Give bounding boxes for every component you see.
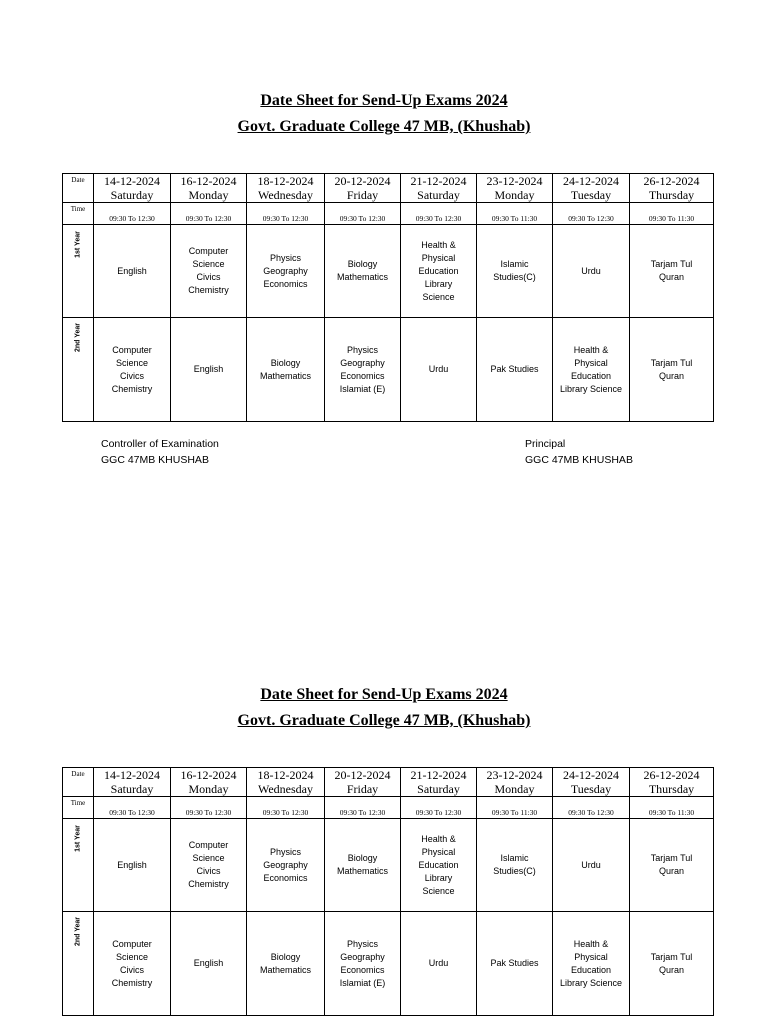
date-header-cell: [630, 768, 714, 797]
second-year-row: [63, 912, 714, 1016]
exam-time: 09:30 To 12:30: [247, 203, 325, 225]
exam-date: 26-12-2024: [643, 174, 700, 188]
subject-line: Health &: [421, 239, 456, 250]
subject-line: Economics: [263, 278, 308, 289]
subject-line: Computer: [112, 344, 152, 355]
subject-line: Chemistry: [111, 977, 153, 988]
subject-line: Health &: [573, 938, 609, 949]
subject-line: Library: [424, 872, 453, 883]
subject-cell: [94, 225, 171, 318]
subject-cell: [630, 912, 714, 1016]
subject-line: Tarjam Tul: [650, 357, 693, 368]
year-label: 2nd Year: [74, 916, 82, 947]
subject-line: Geography: [340, 357, 385, 368]
principal-title: Principal: [525, 438, 566, 450]
subject-line: Physics: [346, 344, 378, 355]
subject-cell: [553, 819, 630, 912]
subject-line: Physics: [269, 846, 301, 857]
subject-line: Studies(C): [493, 272, 536, 282]
exam-weekday: Thursday: [648, 782, 695, 796]
subject-line: Science: [422, 885, 455, 896]
exam-date: 14-12-2024: [104, 174, 160, 188]
subject-cell: [477, 225, 553, 318]
subject-cell: [171, 912, 247, 1016]
date-row: [63, 768, 714, 797]
subject-cell: [401, 318, 477, 422]
exam-weekday: Saturday: [110, 782, 154, 796]
controller-org: GGC 47MB KHUSHAB: [101, 454, 209, 466]
first-year-row: [63, 819, 714, 912]
subject-line: Library Science: [559, 383, 623, 394]
date-header-cell: [171, 768, 247, 797]
date-header-cell: [247, 768, 325, 797]
subject-line: Geography: [263, 265, 308, 276]
exam-time: 09:30 To 12:30: [247, 797, 325, 819]
subject-cell: [401, 225, 477, 318]
subject-line: Science: [192, 853, 225, 863]
exam-time: 09:30 To 11:30: [630, 203, 714, 225]
subject-line: Chemistry: [188, 879, 229, 889]
subject-line: Biology: [270, 357, 301, 368]
exam-time: 09:30 To 12:30: [171, 797, 247, 819]
exam-date: 21-12-2024: [410, 768, 467, 782]
college-name: Govt. Graduate College 47 MB, (Khushab): [237, 712, 531, 729]
subject-cell: [477, 819, 553, 912]
subject-line: Islamiat (E): [339, 383, 386, 394]
sheet-title: Date Sheet for Send-Up Exams 2024: [260, 686, 508, 703]
subject-line: English: [117, 859, 147, 870]
subject-cell: [94, 912, 171, 1016]
date-header-cell: [325, 174, 401, 203]
exam-date: 24-12-2024: [563, 768, 619, 782]
subject-line: Civics: [196, 866, 221, 876]
subject-line: Physical: [574, 951, 608, 962]
subject-line: Geography: [263, 859, 308, 870]
college-name: Govt. Graduate College 47 MB, (Khushab): [237, 118, 531, 135]
exam-date: 20-12-2024: [334, 174, 391, 188]
subject-line: Civics: [196, 272, 221, 282]
exam-date: 14-12-2024: [104, 768, 160, 782]
year-label-cell: [63, 225, 94, 318]
exam-weekday: Monday: [494, 782, 535, 796]
date-header-cell: [325, 768, 401, 797]
date-header-cell: [477, 174, 553, 203]
subject-line: Tarjam Tul: [650, 951, 693, 962]
subject-line: Tarjam Tul: [650, 853, 693, 863]
subject-cell: [247, 912, 325, 1016]
subject-line: Urdu: [581, 265, 601, 276]
subject-line: Science: [422, 291, 455, 302]
subject-line: Quran: [658, 272, 684, 282]
year-label: 1st Year: [74, 825, 82, 852]
exam-date: 16-12-2024: [180, 768, 237, 782]
time-label: Time: [63, 203, 94, 225]
subject-line: Economics: [340, 370, 385, 381]
subject-line: Library Science: [559, 977, 623, 988]
exam-weekday: Monday: [188, 188, 229, 202]
exam-weekday: Monday: [494, 188, 535, 202]
subject-line: Computer: [112, 938, 152, 949]
subject-line: Geography: [340, 951, 385, 962]
subject-line: Education: [570, 964, 612, 975]
subject-line: Islamic: [500, 853, 529, 863]
subject-line: Pak Studies: [490, 364, 539, 374]
year-label-cell: [63, 318, 94, 422]
subject-line: Biology: [347, 259, 378, 269]
exam-date: 23-12-2024: [486, 768, 543, 782]
year-label-cell: [63, 912, 94, 1016]
date-sheet-2: [0, 682, 768, 988]
subject-line: Physics: [269, 252, 301, 263]
subject-line: Education: [418, 859, 459, 870]
subject-line: Tarjam Tul: [650, 259, 693, 269]
subject-cell: [247, 318, 325, 422]
exam-date: 20-12-2024: [334, 768, 391, 782]
exam-time: 09:30 To 12:30: [325, 203, 401, 225]
exam-date: 18-12-2024: [257, 768, 314, 782]
subject-line: Education: [570, 370, 612, 381]
date-row: [63, 174, 714, 203]
exam-weekday: Tuesday: [570, 188, 612, 202]
subject-line: Biology: [270, 951, 301, 962]
subject-line: Urdu: [428, 958, 449, 968]
date-header-cell: [171, 174, 247, 203]
subject-line: Physical: [421, 846, 456, 857]
exam-weekday: Thursday: [648, 188, 695, 202]
year-label: 1st Year: [74, 231, 82, 258]
subject-cell: [553, 225, 630, 318]
subject-cell: [171, 225, 247, 318]
subject-line: Civics: [120, 964, 144, 975]
subject-line: Biology: [347, 853, 378, 863]
subject-line: Studies(C): [493, 866, 536, 876]
date-sheet-1: [0, 88, 768, 466]
subject-cell: [94, 318, 171, 422]
date-header-cell: [247, 174, 325, 203]
date-header-cell: [401, 768, 477, 797]
date-header-cell: [401, 174, 477, 203]
subject-line: English: [193, 364, 224, 374]
principal-org: GGC 47MB KHUSHAB: [525, 454, 633, 466]
subject-line: Health &: [573, 344, 609, 355]
exam-weekday: Wednesday: [257, 188, 313, 202]
exam-weekday: Tuesday: [570, 782, 612, 796]
exam-time: 09:30 To 12:30: [553, 797, 630, 819]
subject-line: Islamiat (E): [339, 977, 386, 988]
subject-line: Economics: [263, 872, 308, 883]
subject-line: Quran: [658, 964, 684, 975]
subject-line: Computer: [188, 840, 229, 850]
subject-cell: [171, 318, 247, 422]
exam-date: 16-12-2024: [180, 174, 237, 188]
exam-time: 09:30 To 11:30: [630, 797, 714, 819]
subject-cell: [630, 225, 714, 318]
controller-title: Controller of Examination: [101, 438, 219, 450]
exam-time: 09:30 To 11:30: [477, 203, 553, 225]
subject-cell: [553, 318, 630, 422]
subject-line: Library: [424, 278, 453, 289]
date-header-cell: [553, 768, 630, 797]
exam-time: 09:30 To 12:30: [325, 797, 401, 819]
exam-time: 09:30 To 11:30: [477, 797, 553, 819]
subject-cell: [553, 912, 630, 1016]
subject-line: Physical: [574, 357, 608, 368]
subject-line: Pak Studies: [490, 958, 539, 968]
time-row: [63, 203, 714, 225]
subject-line: Chemistry: [111, 383, 153, 394]
date-header-cell: [630, 174, 714, 203]
date-header-cell: [477, 768, 553, 797]
subject-line: Computer: [188, 246, 229, 256]
year-label: 2nd Year: [74, 322, 82, 353]
exam-date: 24-12-2024: [563, 174, 619, 188]
exam-time: 09:30 To 12:30: [94, 203, 171, 225]
subject-line: Science: [115, 357, 149, 368]
time-label: Time: [63, 797, 94, 819]
date-label: Date: [63, 768, 94, 797]
subject-cell: [247, 225, 325, 318]
subject-line: Civics: [120, 370, 144, 381]
date-header-cell: [94, 768, 171, 797]
first-year-row: [63, 225, 714, 318]
subject-cell: [247, 819, 325, 912]
exam-date: 21-12-2024: [410, 174, 467, 188]
subject-line: Chemistry: [188, 285, 229, 295]
subject-cell: [325, 912, 401, 1016]
exam-time: 09:30 To 12:30: [94, 797, 171, 819]
second-year-row: [63, 318, 714, 422]
time-row: [63, 797, 714, 819]
subject-line: Science: [192, 259, 225, 269]
date-header-cell: [94, 174, 171, 203]
subject-line: English: [193, 958, 224, 968]
controller-signature: [101, 436, 219, 468]
principal-signature: [525, 436, 633, 468]
date-header-cell: [553, 174, 630, 203]
subject-cell: [477, 912, 553, 1016]
subject-line: Physics: [346, 938, 378, 949]
subject-line: Mathematics: [259, 964, 312, 975]
subject-line: Health &: [421, 833, 456, 844]
subject-line: English: [117, 265, 147, 276]
exam-weekday: Saturday: [110, 188, 154, 202]
subject-cell: [325, 318, 401, 422]
subject-line: Education: [418, 265, 459, 276]
exam-schedule-table: [62, 173, 714, 422]
exam-weekday: Friday: [346, 782, 379, 796]
subject-line: Science: [115, 951, 149, 962]
exam-weekday: Saturday: [417, 188, 460, 202]
subject-line: Quran: [658, 866, 684, 876]
subject-line: Economics: [340, 964, 385, 975]
subject-cell: [401, 819, 477, 912]
subject-line: Islamic: [500, 259, 529, 269]
subject-cell: [630, 819, 714, 912]
exam-date: 23-12-2024: [486, 174, 543, 188]
subject-cell: [630, 318, 714, 422]
exam-date: 18-12-2024: [257, 174, 314, 188]
subject-cell: [477, 318, 553, 422]
subject-cell: [325, 225, 401, 318]
subject-line: Urdu: [428, 364, 449, 374]
subject-line: Mathematics: [259, 370, 312, 381]
exam-weekday: Friday: [346, 188, 379, 202]
exam-date: 26-12-2024: [643, 768, 700, 782]
date-label: Date: [63, 174, 94, 203]
subject-cell: [94, 819, 171, 912]
exam-weekday: Monday: [188, 782, 229, 796]
subject-line: Mathematics: [336, 272, 389, 282]
exam-weekday: Wednesday: [257, 782, 313, 796]
exam-weekday: Saturday: [417, 782, 460, 796]
subject-line: Physical: [421, 252, 456, 263]
exam-time: 09:30 To 12:30: [401, 203, 477, 225]
sheet-title: Date Sheet for Send-Up Exams 2024: [260, 92, 508, 109]
exam-time: 09:30 To 12:30: [171, 203, 247, 225]
exam-time: 09:30 To 12:30: [553, 203, 630, 225]
subject-line: Mathematics: [336, 866, 389, 876]
exam-time: 09:30 To 12:30: [401, 797, 477, 819]
subject-cell: [171, 819, 247, 912]
subject-cell: [401, 912, 477, 1016]
subject-cell: [325, 819, 401, 912]
subject-line: Urdu: [581, 859, 601, 870]
year-label-cell: [63, 819, 94, 912]
exam-schedule-table: [62, 767, 714, 1016]
subject-line: Quran: [658, 370, 684, 381]
